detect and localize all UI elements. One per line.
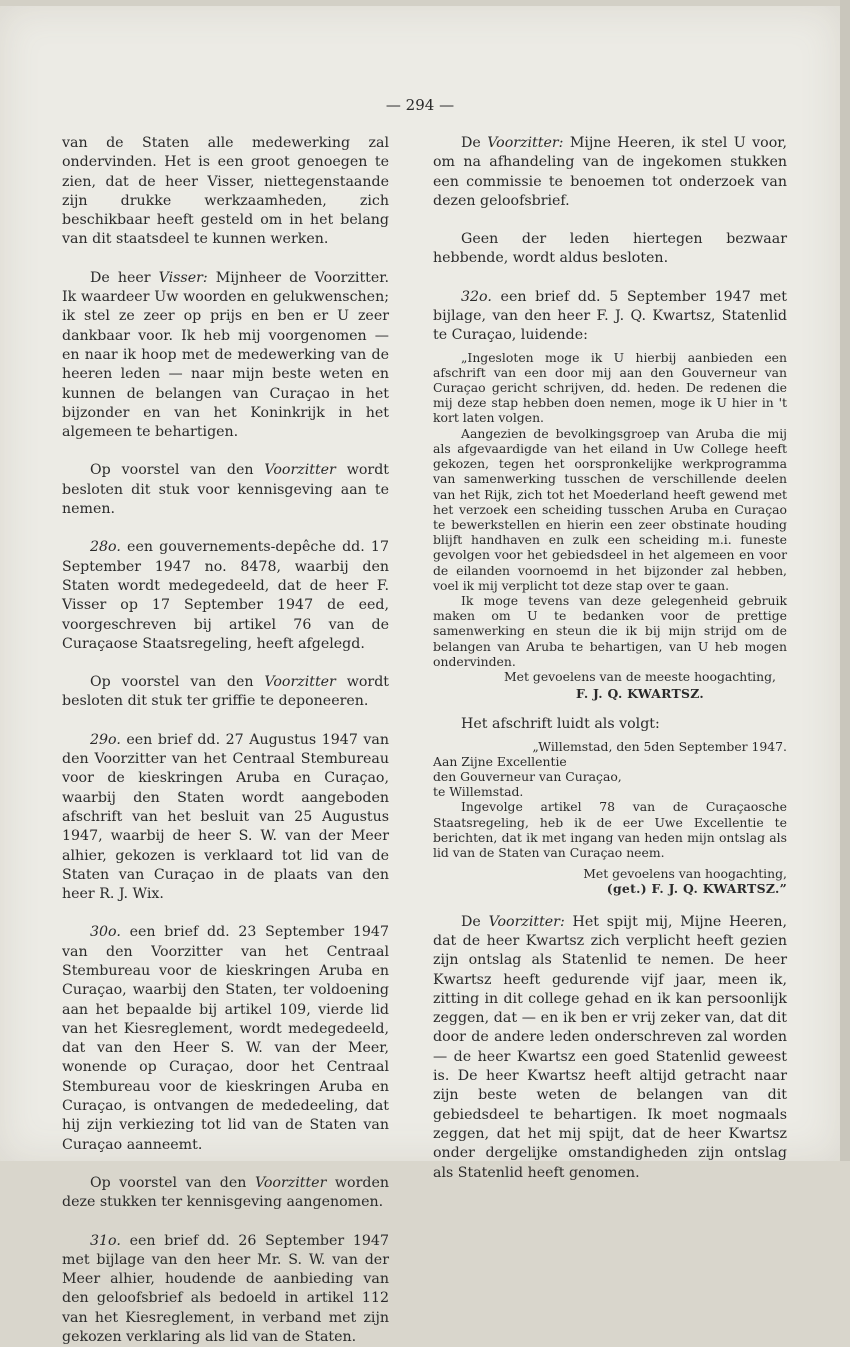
letter-body: Ingevolge artikel 78 van de Curaçaosche Staatsregeling, heb ik de eer Uwe Excellentie te berichten, dat ik met ingang van heden mijn ontslag als lid van de Staten van Curaçao neem. — [433, 799, 787, 861]
page-number: — 294 — — [385, 96, 455, 114]
right-column — [433, 134, 787, 1183]
left-column — [62, 134, 389, 1347]
paragraph: Op voorstel van den Voorzitter wordt besloten dit stuk ter griffie te deponeeren. — [62, 674, 389, 710]
letter-date: „Willemstad, den 5den September 1947. — [532, 738, 787, 754]
paragraph: De Voorzitter: Het spijt mij, Mijne Heeren, dat de heer Kwartsz zich verplicht heeft gezien zijn ontslag als Statenlid te nemen. De heer Kwartsz heeft gedurende vijf jaar, meen ik, zitting in dit college gehad en ik kan persoonlijk zeggen, dat — en ik ben er vrij zeker van, dat dit door de andere leden onderschreven zal worden — de heer Kwartsz een goed Statenlid geweest is. De heer Kwartsz heeft altijd getracht naar zijn beste weten de belangen van dit gebiedsdeel te behartigen. Ik moet nogmaals zeggen, dat het mij spijt, dat de heer Kwartsz onder dergelijke omstandigheden zijn ontslag als Statenlid heeft genomen. — [433, 913, 788, 1181]
transcript-letter — [433, 739, 787, 897]
quote-closing: Met gevoelens van de meeste hoogachting, — [503, 668, 777, 684]
item-number: 30o. — [90, 924, 121, 941]
letter-address: den Gouverneur van Curaçao, — [433, 769, 622, 785]
paragraph: Het afschrift luidt als volgt: — [461, 716, 660, 733]
speaker-name: Voorzitter — [254, 1174, 327, 1191]
letter-closing: Met gevoelens van hoogachting, — [583, 866, 787, 882]
document-page — [0, 6, 840, 1346]
agenda-item: 32o. een brief dd. 5 September 1947 met bijlage, van den heer F. J. Q. Kwartsz, Statenlid te Curaçao, luidende: — [433, 288, 787, 344]
letter-signature: (get.) F. J. Q. KWARTSZ.” — [606, 881, 787, 897]
letter-address: Aan Zijne Excellentie — [433, 753, 567, 769]
agenda-item: 28o. een gouvernements-depêche dd. 17 September 1947 no. 8478, waarbij den Staten wordt medegedeeld, dat de heer F. Visser op 17 September 1947 de eed, voorgeschreven bij artikel 76 van de Curaçaose Staatsregeling, heeft afgelegd. — [62, 539, 389, 652]
item-number: 31o. — [90, 1232, 121, 1249]
agenda-item: 31o. een brief dd. 26 September 1947 met bijlage van den heer Mr. S. W. van der Meer alhier, houdende de aanbieding van den geloofsbrief als bedoeld in artikel 112 van het Kiesreglement, in verband met zijn gekozen verklaring als lid van de Staten. — [62, 1232, 389, 1346]
quote-paragraph: „Ingesloten moge ik U hierbij aanbieden een afschrift van een door mij aan den Gouverneur van Curaçao gericht schrijven, dd. heden. De redenen die mij deze stap hebben doen nemen, moge ik U hier in 't kort laten volgen. — [433, 349, 787, 426]
item-number: 32o. — [461, 288, 492, 305]
paragraph: De heer Visser: Mijnheer de Voorzitter. Ik waardeer Uw woorden en gelukwenschen; ik stel ze zeer op prijs en ben er U zeer dankbaar voor. Ik heb mij voorgenomen — en naar ik hoop met de medewerking van de heeren leden — naar mijn beste weten en kunnen de belangen van Curaçao in het bijzonder en van het Koninkrijk in het algemeen te behartigen. — [62, 269, 389, 441]
paragraph: De Voorzitter: Mijne Heeren, ik stel U voor, om na afhandeling van de ingekomen stukken een commissie te benoemen tot onderzoek van dezen geloofsbrief. — [433, 135, 787, 209]
speaker-name: Voorzitter — [264, 462, 336, 479]
speaker-name: Voorzitter: — [488, 913, 565, 930]
quote-signature: F. J. Q. KWARTSZ. — [575, 686, 705, 702]
letter-address: te Willemstad. — [433, 784, 524, 800]
item-number: 29o. — [90, 731, 121, 748]
speaker-name: Voorzitter: — [487, 135, 564, 151]
quote-paragraph: Aangezien de bevolkingsgroep van Aruba die mij als afgevaardigde van het eiland in Uw College heeft gekozen, tegen het oorspronkelijke werkprogramma van samenwerking tusschen de verschillende deelen van het Rijk, zich tot het Moederland heeft gewend met het verzoek een scheiding tusschen Aruba en Curaçao te bewerkstellen en hierin een zeer obstinate houding blijft handhaven en zulk een scheiding m.i. funeste gevolgen voor het gebiedsdeel in het algemeen en voor de eilanden voornoemd in het bijzonder zal hebben, voel ik mij verplicht tot deze stap over te gaan. — [433, 425, 787, 593]
speaker-name: Voorzitter — [264, 674, 336, 691]
agenda-item: 29o. een brief dd. 27 Augustus 1947 van den Voorzitter van het Centraal Stembureau voor de kieskringen Aruba en Curaçao, waarbij den Staten wordt aangeboden afschrift van het besluit van 25 Augustus 1947, waarbij de heer S. W. van der Meer alhier, gekozen is verklaard tot lid van de Staten van Curaçao in de plaats van den heer R. J. Wix. — [62, 731, 389, 903]
paragraph: Op voorstel van den Voorzitter worden deze stukken ter kennisgeving aangenomen. — [62, 1174, 389, 1211]
quote-paragraph: Ik moge tevens van deze gelegenheid gebruik maken om U te bedanken voor de prettige samenwerking en steun die ik bij mijn strijd om de belangen van Aruba te behartigen, van U heb mogen ondervinden. — [433, 592, 787, 669]
page-edge — [840, 0, 850, 1161]
speaker-name: Visser: — [158, 269, 208, 286]
paragraph: Geen der leden hiertegen bezwaar hebbende, wordt aldus besloten. — [433, 231, 787, 267]
agenda-item: 30o. een brief dd. 23 September 1947 van den Voorzitter van het Centraal Stembureau voor de kieskringen Aruba en Curaçao, waarbij den Staten, ter voldoening aan het bepaalde bij artikel 109, vierde lid van het Kiesreglement, wordt medegedeeld, dat van den Heer S. W. van der Meer, wonende op Curaçao, door het Centraal Stembureau voor de kieskringen Aruba en Curaçao, is ontvangen de mededeeling, dat hij zijn verkiezing tot lid van de Staten van Curaçao aanneemt. — [62, 924, 389, 1153]
item-number: 28o. — [90, 539, 121, 556]
paragraph: van de Staten alle medewerking zal ondervinden. Het is een groot genoegen te zien, dat de heer Visser, niettegenstaande zijn drukke werkzaamheden, zich beschikbaar heeft gesteld om in het belang van dit staatsdeel te kunnen werken. — [62, 135, 389, 248]
paragraph: Op voorstel van den Voorzitter wordt besloten dit stuk voor kennisgeving aan te nemen. — [62, 462, 389, 518]
quoted-letter — [433, 350, 787, 702]
